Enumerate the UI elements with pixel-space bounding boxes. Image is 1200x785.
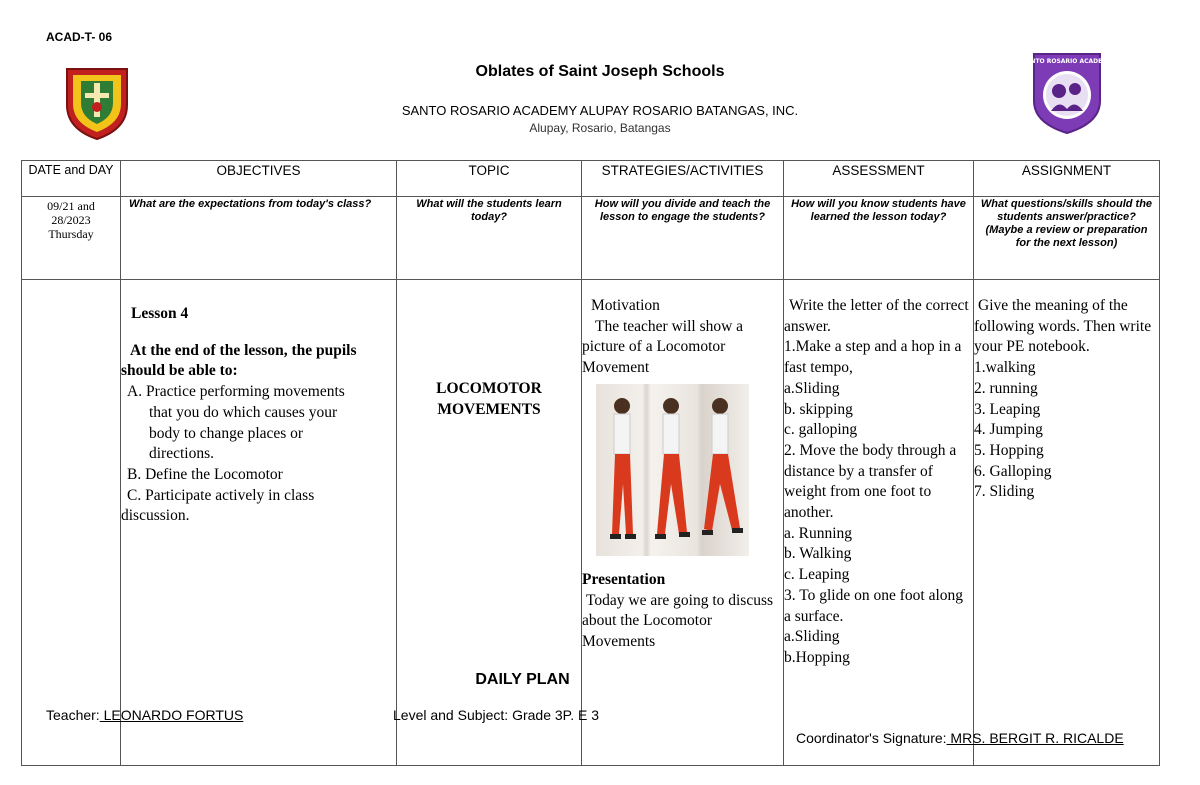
strategies-guide: How will you divide and teach the lesson to engage the students?	[582, 197, 784, 280]
assignment-guide-question: What questions/skills should the students answer/practice?	[980, 198, 1153, 223]
objective-item: C. Participate actively in class	[127, 486, 315, 504]
teacher-line	[46, 707, 243, 723]
topic-line: LOCOMOTOR	[436, 380, 542, 397]
document-code: ACAD-T- 06	[46, 30, 113, 44]
teacher-name: LEONARDO FORTUS	[99, 707, 244, 723]
assignment-item: 1.walking	[974, 359, 1036, 377]
pupil-figure-image	[698, 384, 748, 556]
objective-item: that you do which causes your	[149, 403, 338, 421]
date-content-cell	[22, 280, 121, 766]
assessment-choice: a.Sliding	[784, 379, 840, 397]
date-cell	[22, 197, 121, 280]
assessment-instruction: Write the letter of the correct answer.	[784, 297, 969, 335]
topic-line: MOVEMENTS	[437, 400, 541, 418]
assignment-content	[974, 280, 1160, 766]
assignment-item: 7. Sliding	[974, 483, 1035, 501]
guide-row	[22, 197, 1160, 280]
col-header-topic: TOPIC	[397, 161, 582, 197]
objectives-content	[121, 280, 397, 766]
strategies-content	[582, 280, 784, 766]
col-header-assessment: ASSESSMENT	[784, 161, 974, 197]
assessment-question: 1.Make a step and a hop in a fast tempo,	[784, 338, 962, 377]
col-header-objectives: OBJECTIVES	[121, 161, 397, 197]
lesson-number: Lesson 4	[131, 305, 189, 322]
daily-plan-title: DAILY PLAN	[475, 671, 570, 688]
pupil-figure-image	[647, 384, 697, 556]
topic-guide: What will the students learn today?	[397, 197, 582, 280]
date-line: 09/21 and	[47, 199, 95, 213]
objective-item: body to change places or	[149, 424, 304, 442]
assignment-instruction: Give the meaning of the following words. Then write your PE notebook.	[974, 297, 1152, 356]
objective-item: B. Define the Locomotor	[127, 465, 283, 483]
objectives-guide: What are the expectations from today's class?	[121, 197, 397, 280]
presentation-title: Presentation	[582, 570, 666, 588]
coordinator-line	[796, 730, 1124, 746]
assignment-guide-note: (Maybe a review or preparation for the next lesson)	[985, 224, 1148, 249]
assessment-choice: b.Hopping	[784, 648, 850, 666]
assignment-item: 5. Hopping	[974, 441, 1044, 459]
motivation-title: Motivation	[591, 297, 660, 314]
objective-item: A. Practice performing movements	[127, 383, 345, 401]
objective-item: discussion.	[121, 507, 190, 525]
coordinator-label: Coordinator's Signature:	[796, 730, 947, 746]
presentation-text: Today we are going to discuss about the Locomotor Movements	[582, 591, 774, 650]
col-header-date: DATE and DAY	[22, 161, 121, 197]
topic-content	[397, 280, 582, 766]
assessment-choice: b. Walking	[784, 545, 852, 563]
logo-text: SANTO ROSARIO ACADEMY	[1021, 58, 1113, 65]
objectives-intro: At the end of the lesson, the pupils should be able to:	[121, 341, 357, 380]
assignment-item: 2. running	[974, 379, 1038, 397]
date-line: 28/2023	[51, 213, 91, 227]
organization-title: Oblates of Saint Joseph Schools	[475, 63, 725, 80]
school-address: Alupay, Rosario, Batangas	[529, 121, 671, 135]
objective-item: directions.	[149, 445, 214, 463]
assignment-item: 3. Leaping	[974, 400, 1041, 418]
assessment-choice: a. Running	[784, 524, 853, 542]
assessment-question: 3. To glide on one foot along a surface.	[784, 586, 964, 625]
assessment-content	[784, 280, 974, 766]
pupil-figure-image	[596, 384, 646, 556]
assessment-choice: c. galloping	[784, 421, 858, 439]
assessment-choice: b. skipping	[784, 400, 853, 418]
teacher-label: Teacher:	[46, 707, 100, 723]
coordinator-name: MRS. BERGIT R. RICALDE	[946, 730, 1124, 746]
col-header-assignment: ASSIGNMENT	[974, 161, 1160, 197]
day-line: Thursday	[48, 227, 94, 241]
school-name: SANTO ROSARIO ACADEMY ALUPAY ROSARIO BATANGAS, INC.	[401, 103, 799, 118]
level-subject: Level and Subject: Grade 3P. E 3	[393, 707, 599, 723]
academy-shield-logo	[1021, 51, 1113, 135]
locomotor-movement-picture	[596, 384, 749, 556]
motivation-text: The teacher will show a picture of a Locomotor Movement	[582, 317, 744, 377]
assignment-item: 6. Galloping	[974, 462, 1052, 480]
assessment-choice: c. Leaping	[784, 566, 850, 584]
assignment-item: 4. Jumping	[974, 421, 1043, 439]
assignment-guide	[974, 197, 1160, 280]
col-header-strategies: STRATEGIES/ACTIVITIES	[582, 161, 784, 197]
assessment-question: 2. Move the body through a distance by a transfer of weight from one foot to another.	[784, 441, 957, 522]
table-header-row	[22, 161, 1160, 197]
content-row	[22, 280, 1160, 766]
assessment-choice: a.Sliding	[784, 628, 840, 646]
assessment-guide: How will you know students have learned the lesson today?	[784, 197, 974, 280]
